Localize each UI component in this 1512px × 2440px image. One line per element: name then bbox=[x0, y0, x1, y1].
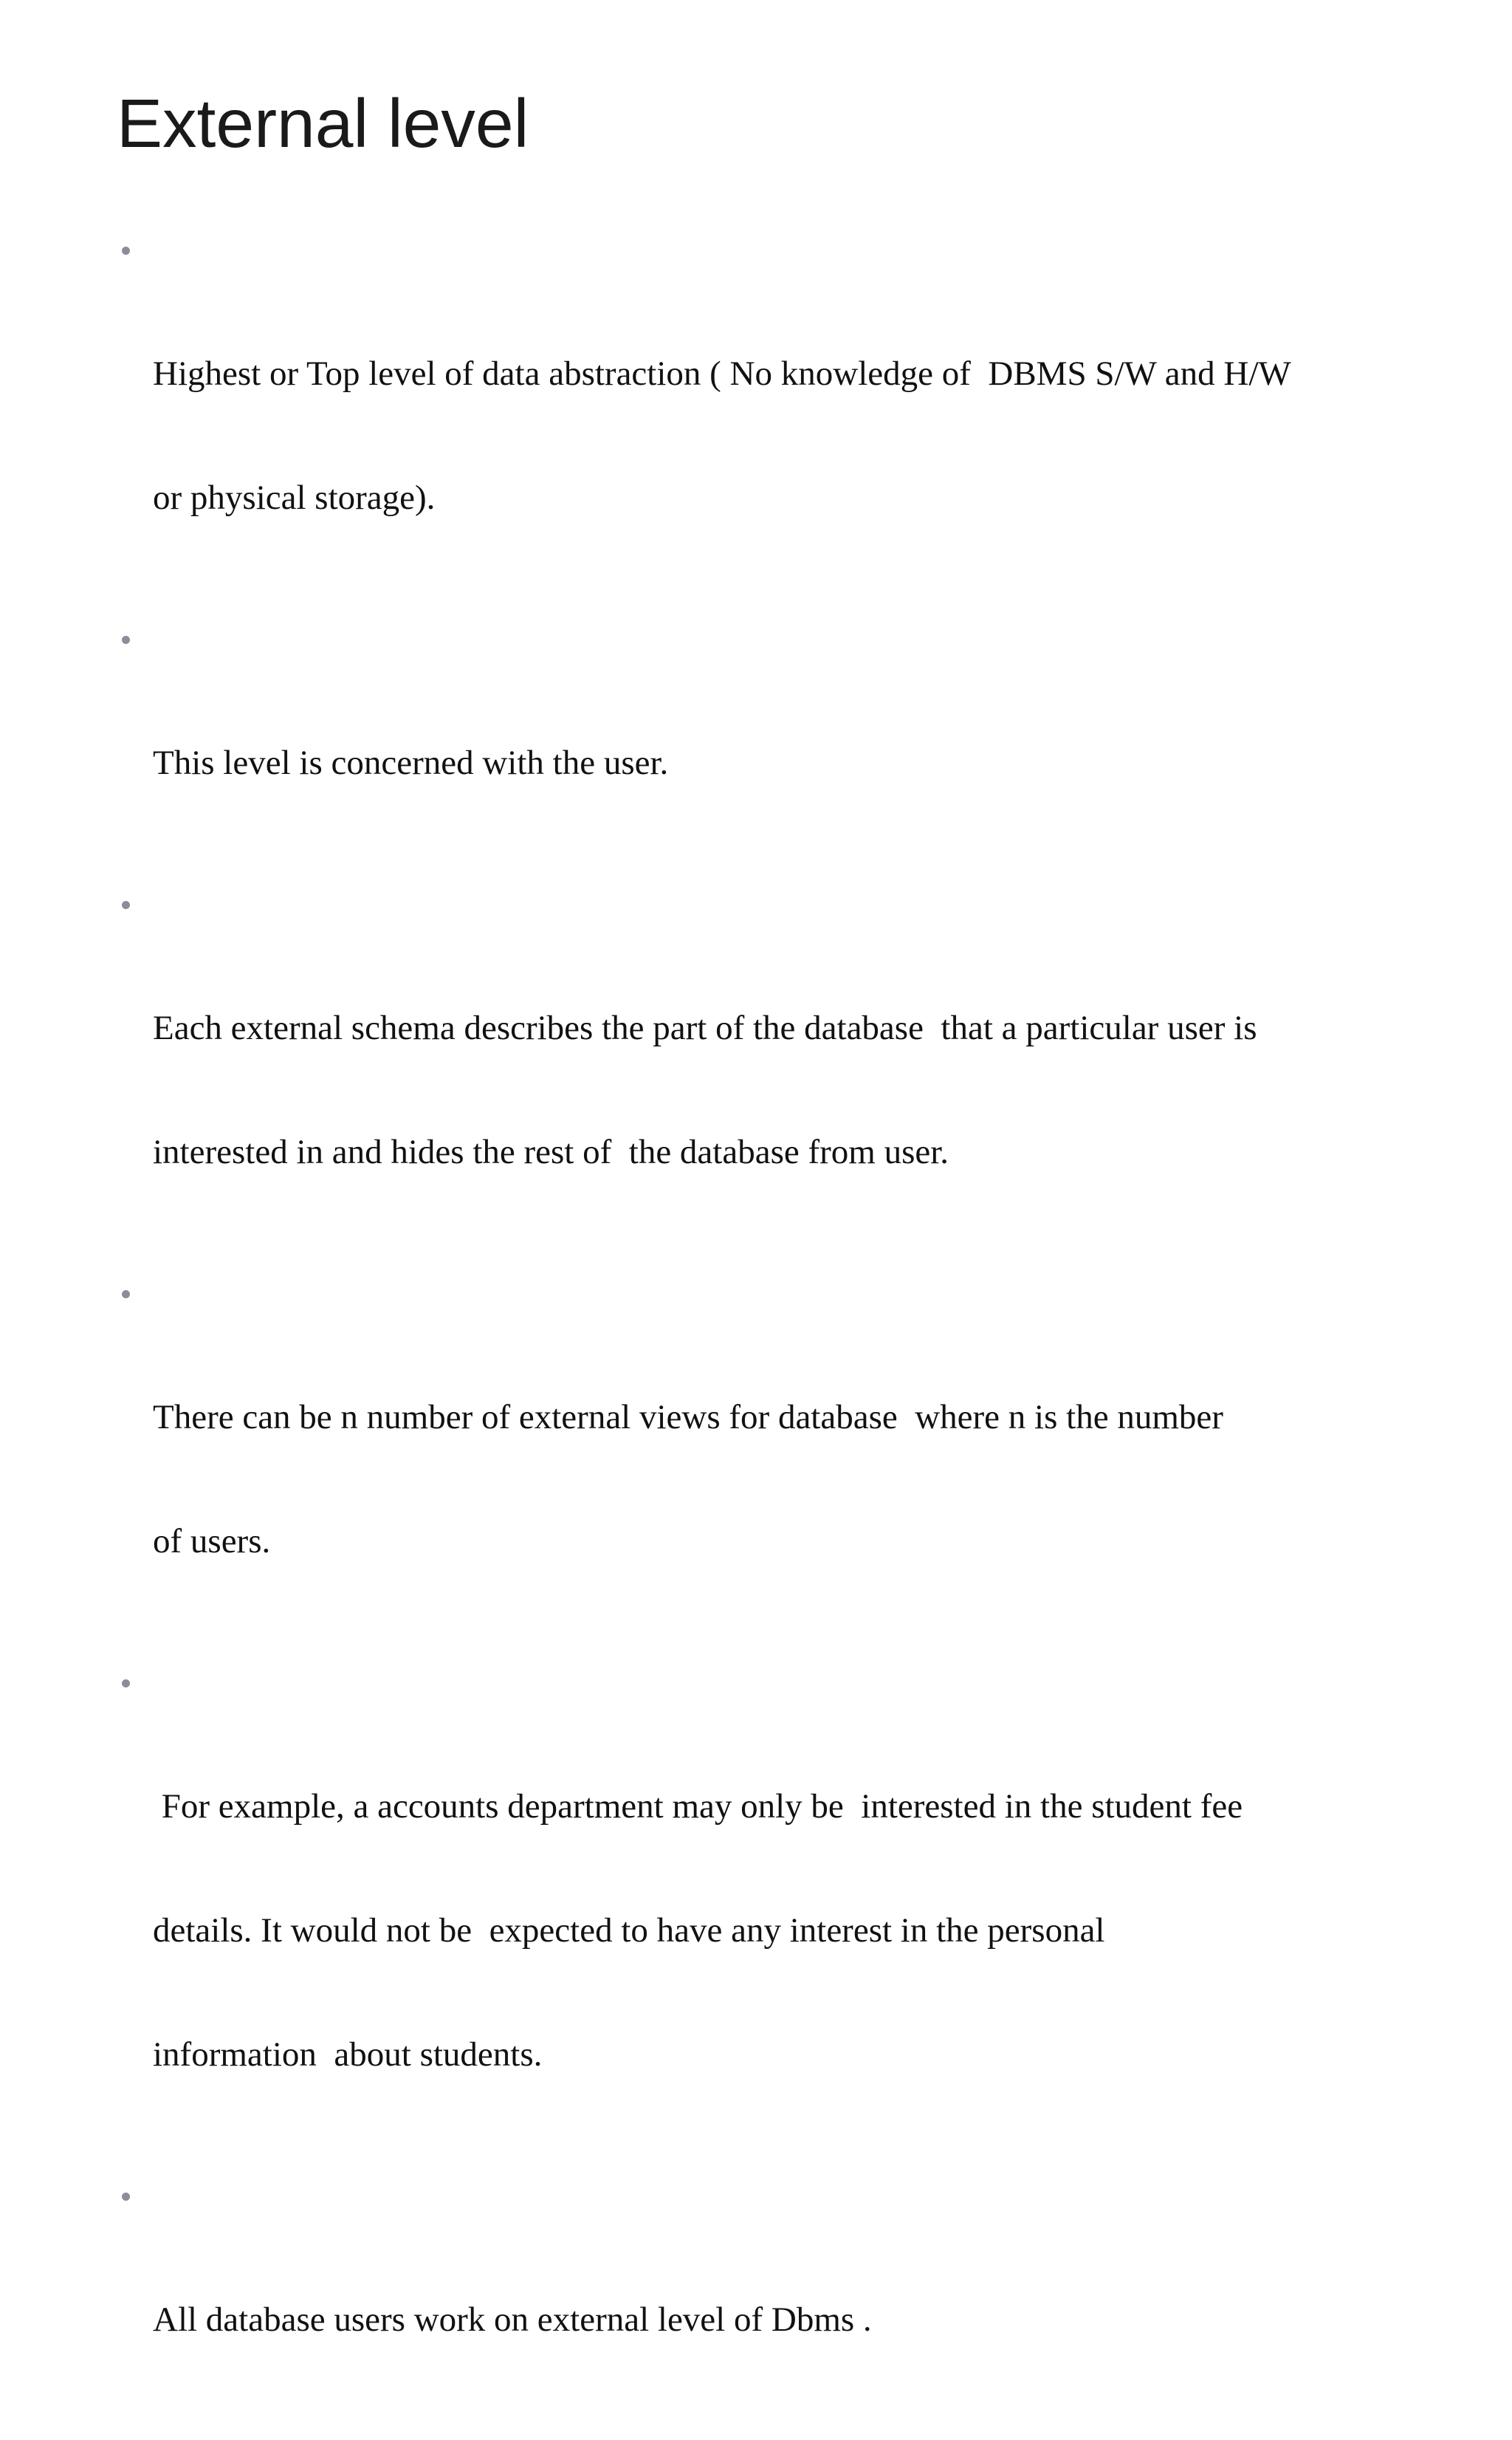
bullet-dot-icon bbox=[122, 2193, 130, 2201]
bullet-dot-icon bbox=[122, 1679, 130, 1687]
bullet-line: Each external schema describes the part of the database that a particular user is bbox=[153, 1009, 1257, 1047]
bullet-line: There can be n number of external views for database where n is the number bbox=[153, 1398, 1223, 1436]
bullet-item bbox=[117, 618, 1431, 866]
bullet-dot-icon bbox=[122, 901, 130, 909]
bullet-line: information about students. bbox=[153, 2035, 543, 2074]
bullet-dot-icon bbox=[122, 636, 130, 644]
bullet-item bbox=[117, 229, 1431, 601]
bullet-dot-icon bbox=[122, 1290, 130, 1298]
bullet-line: This level is concerned with the user. bbox=[153, 744, 669, 782]
bullet-dot-icon bbox=[122, 247, 130, 255]
bullet-item bbox=[117, 1662, 1431, 2158]
bullet-line: details. It would not be expected to have any interest in the personal bbox=[153, 1911, 1105, 1950]
bullet-line: or physical storage). bbox=[153, 479, 436, 517]
bullet-line: Highest or Top level of data abstraction ( No knowledge of DBMS S/W and H/W bbox=[153, 354, 1291, 393]
bullet-item bbox=[117, 2175, 1431, 2423]
bullet-line: interested in and hides the rest of the database from user. bbox=[153, 1133, 949, 1171]
bullet-item bbox=[117, 1272, 1431, 1645]
bullet-list bbox=[117, 229, 1431, 2440]
bullet-item bbox=[117, 883, 1431, 1255]
slide-title: External level bbox=[117, 85, 529, 162]
bullet-line: For example, a accounts department may only be interested in the student fee bbox=[153, 1787, 1243, 1826]
bullet-line: All database users work on external level of Dbms . bbox=[153, 2300, 872, 2339]
bullet-line: of users. bbox=[153, 1522, 271, 1560]
